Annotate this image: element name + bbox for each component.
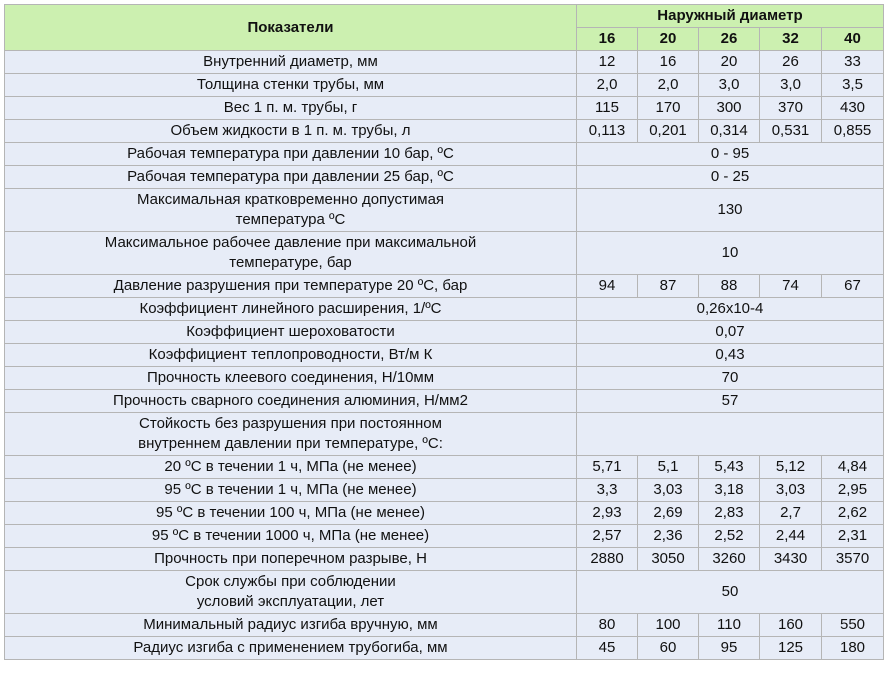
- parameter-label: Давление разрушения при температуре 20 ºС, бар: [113, 277, 468, 294]
- value-cell: 115: [577, 97, 638, 120]
- parameter-label-line: Максимальное рабочее давление при максимальной: [104, 234, 477, 251]
- value-cell: 2,57: [577, 525, 638, 548]
- value-cell: 94: [577, 275, 638, 298]
- value-cell: 5,43: [699, 456, 760, 479]
- parameter-label-line: температура ºС: [235, 211, 346, 228]
- table-row: [5, 390, 884, 413]
- merged-value-cell: 0 - 95: [577, 143, 884, 166]
- value-cell: 2,69: [638, 502, 699, 525]
- table-row: [5, 298, 884, 321]
- value-cell: 3,18: [699, 479, 760, 502]
- parameter-cell: [5, 637, 577, 660]
- value-cell: 180: [822, 637, 884, 660]
- value-cell: 3050: [638, 548, 699, 571]
- parameter-label: Рабочая температура при давлении 10 бар, ºС: [127, 145, 454, 162]
- value-cell: 100: [638, 614, 699, 637]
- table-row: [5, 571, 884, 614]
- parameter-label: Прочность при поперечном разрыве, Н: [154, 550, 427, 567]
- parameter-cell: [5, 143, 577, 166]
- value-cell: 5,12: [760, 456, 822, 479]
- value-cell: 67: [822, 275, 884, 298]
- value-cell: 87: [638, 275, 699, 298]
- specifications-table: [4, 4, 884, 660]
- parameter-cell: [5, 275, 577, 298]
- value-cell: 300: [699, 97, 760, 120]
- value-cell: 2,7: [760, 502, 822, 525]
- value-cell: 2,62: [822, 502, 884, 525]
- value-cell: 20: [699, 51, 760, 74]
- table-row: [5, 479, 884, 502]
- value-cell: 0,314: [699, 120, 760, 143]
- value-cell: 125: [760, 637, 822, 660]
- parameter-label: Объем жидкости в 1 п. м. трубы, л: [170, 122, 411, 139]
- table-row: [5, 166, 884, 189]
- table-row: [5, 189, 884, 232]
- parameter-cell: [5, 502, 577, 525]
- parameter-label-line: Стойкость без разрушения при постоянном: [139, 415, 442, 432]
- table-row: [5, 51, 884, 74]
- table-row: [5, 74, 884, 97]
- parameter-label: Рабочая температура при давлении 25 бар, ºС: [127, 168, 454, 185]
- parameter-cell: [5, 614, 577, 637]
- value-cell: 110: [699, 614, 760, 637]
- parameter-label-line: Срок службы при соблюдении: [185, 573, 396, 590]
- value-cell: 2,0: [638, 74, 699, 97]
- value-cell: 160: [760, 614, 822, 637]
- value-cell: 80: [577, 614, 638, 637]
- value-cell: 0,113: [577, 120, 638, 143]
- table-body: [5, 51, 884, 660]
- parameter-cell: [5, 189, 577, 232]
- value-cell: 88: [699, 275, 760, 298]
- parameter-label: Прочность клеевого соединения, Н/10мм: [146, 369, 435, 386]
- value-cell: 2,95: [822, 479, 884, 502]
- table-row: [5, 637, 884, 660]
- value-cell: 4,84: [822, 456, 884, 479]
- parameter-label: 20 ºС в течении 1 ч, МПа (не менее): [164, 458, 417, 475]
- parameter-cell: [5, 97, 577, 120]
- parameter-label-line: внутреннем давлении при температуре, ºС:: [138, 435, 443, 452]
- merged-value-cell: 0,07: [577, 321, 884, 344]
- value-cell: 12: [577, 51, 638, 74]
- outer-diameter-header: Наружный диаметр: [577, 5, 884, 28]
- value-cell: 45: [577, 637, 638, 660]
- value-cell: 16: [638, 51, 699, 74]
- parameter-cell: [5, 344, 577, 367]
- table-row: [5, 275, 884, 298]
- parameter-label: Вес 1 п. м. трубы, г: [223, 99, 358, 116]
- value-cell: 2,36: [638, 525, 699, 548]
- value-cell: 33: [822, 51, 884, 74]
- value-cell: 2,93: [577, 502, 638, 525]
- value-cell: 370: [760, 97, 822, 120]
- value-cell: 2880: [577, 548, 638, 571]
- parameter-label: 95 ºС в течении 1000 ч, МПа (не менее): [151, 527, 430, 544]
- diameter-header: 26: [699, 28, 760, 51]
- table-row: [5, 97, 884, 120]
- value-cell: 430: [822, 97, 884, 120]
- parameter-label: Толщина стенки трубы, мм: [196, 76, 385, 93]
- parameter-label: Коэффициент шероховатости: [186, 323, 395, 340]
- table-row: [5, 367, 884, 390]
- value-cell: 3570: [822, 548, 884, 571]
- parameter-cell: [5, 298, 577, 321]
- table-row: [5, 344, 884, 367]
- parameter-label: Коэффициент теплопроводности, Вт/м К: [148, 346, 433, 363]
- parameters-header: Показатели: [5, 5, 577, 51]
- parameter-label: Внутренний диаметр, мм: [203, 53, 378, 70]
- table-row: [5, 548, 884, 571]
- parameter-label-line: условий эксплуатации, лет: [196, 593, 385, 610]
- parameter-label: Коэффициент линейного расширения, 1/ºС: [139, 300, 442, 317]
- parameter-cell: [5, 232, 577, 275]
- parameter-label: 95 ºС в течении 100 ч, МПа (не менее): [156, 504, 425, 521]
- merged-value-cell: 57: [577, 390, 884, 413]
- merged-value-cell: [577, 413, 884, 456]
- value-cell: 5,71: [577, 456, 638, 479]
- table-row: [5, 120, 884, 143]
- table-row: [5, 321, 884, 344]
- value-cell: 5,1: [638, 456, 699, 479]
- value-cell: 3,0: [760, 74, 822, 97]
- value-cell: 170: [638, 97, 699, 120]
- table-row: [5, 413, 884, 456]
- diameter-header: 40: [822, 28, 884, 51]
- table-row: [5, 143, 884, 166]
- value-cell: 2,31: [822, 525, 884, 548]
- table-row: [5, 502, 884, 525]
- parameter-cell: [5, 166, 577, 189]
- parameter-cell: [5, 456, 577, 479]
- parameter-cell: [5, 321, 577, 344]
- value-cell: 0,201: [638, 120, 699, 143]
- value-cell: 550: [822, 614, 884, 637]
- parameter-label: Минимальный радиус изгиба вручную, мм: [143, 616, 438, 633]
- parameter-cell: [5, 367, 577, 390]
- value-cell: 3,0: [699, 74, 760, 97]
- value-cell: 3430: [760, 548, 822, 571]
- parameter-label: Радиус изгиба с применением трубогиба, мм: [133, 639, 448, 656]
- value-cell: 0,531: [760, 120, 822, 143]
- parameter-label-line: температуре, бар: [229, 254, 352, 271]
- parameter-cell: [5, 548, 577, 571]
- diameter-header: 16: [577, 28, 638, 51]
- value-cell: 3260: [699, 548, 760, 571]
- parameter-cell: [5, 390, 577, 413]
- parameter-cell: [5, 120, 577, 143]
- value-cell: 3,3: [577, 479, 638, 502]
- parameter-cell: [5, 413, 577, 456]
- parameter-label: 95 ºС в течении 1 ч, МПа (не менее): [164, 481, 417, 498]
- parameter-cell: [5, 74, 577, 97]
- parameter-cell: [5, 51, 577, 74]
- parameter-cell: [5, 525, 577, 548]
- value-cell: 2,44: [760, 525, 822, 548]
- parameter-label-line: Максимальная кратковременно допустимая: [136, 191, 445, 208]
- value-cell: 0,855: [822, 120, 884, 143]
- diameter-header: 20: [638, 28, 699, 51]
- merged-value-cell: 130: [577, 189, 884, 232]
- value-cell: 2,52: [699, 525, 760, 548]
- merged-value-cell: 10: [577, 232, 884, 275]
- table-row: [5, 525, 884, 548]
- merged-value-cell: 0,26х10-4: [577, 298, 884, 321]
- merged-value-cell: 0,43: [577, 344, 884, 367]
- value-cell: 3,03: [760, 479, 822, 502]
- merged-value-cell: 50: [577, 571, 884, 614]
- value-cell: 2,83: [699, 502, 760, 525]
- merged-value-cell: 70: [577, 367, 884, 390]
- value-cell: 3,5: [822, 74, 884, 97]
- parameter-cell: [5, 479, 577, 502]
- table-row: [5, 456, 884, 479]
- diameter-header: 32: [760, 28, 822, 51]
- value-cell: 60: [638, 637, 699, 660]
- value-cell: 26: [760, 51, 822, 74]
- table-row: [5, 232, 884, 275]
- value-cell: 74: [760, 275, 822, 298]
- value-cell: 3,03: [638, 479, 699, 502]
- parameter-cell: [5, 571, 577, 614]
- value-cell: 95: [699, 637, 760, 660]
- table-row: [5, 614, 884, 637]
- parameter-label: Прочность сварного соединения алюминия, Н/мм2: [113, 392, 468, 409]
- value-cell: 2,0: [577, 74, 638, 97]
- merged-value-cell: 0 - 25: [577, 166, 884, 189]
